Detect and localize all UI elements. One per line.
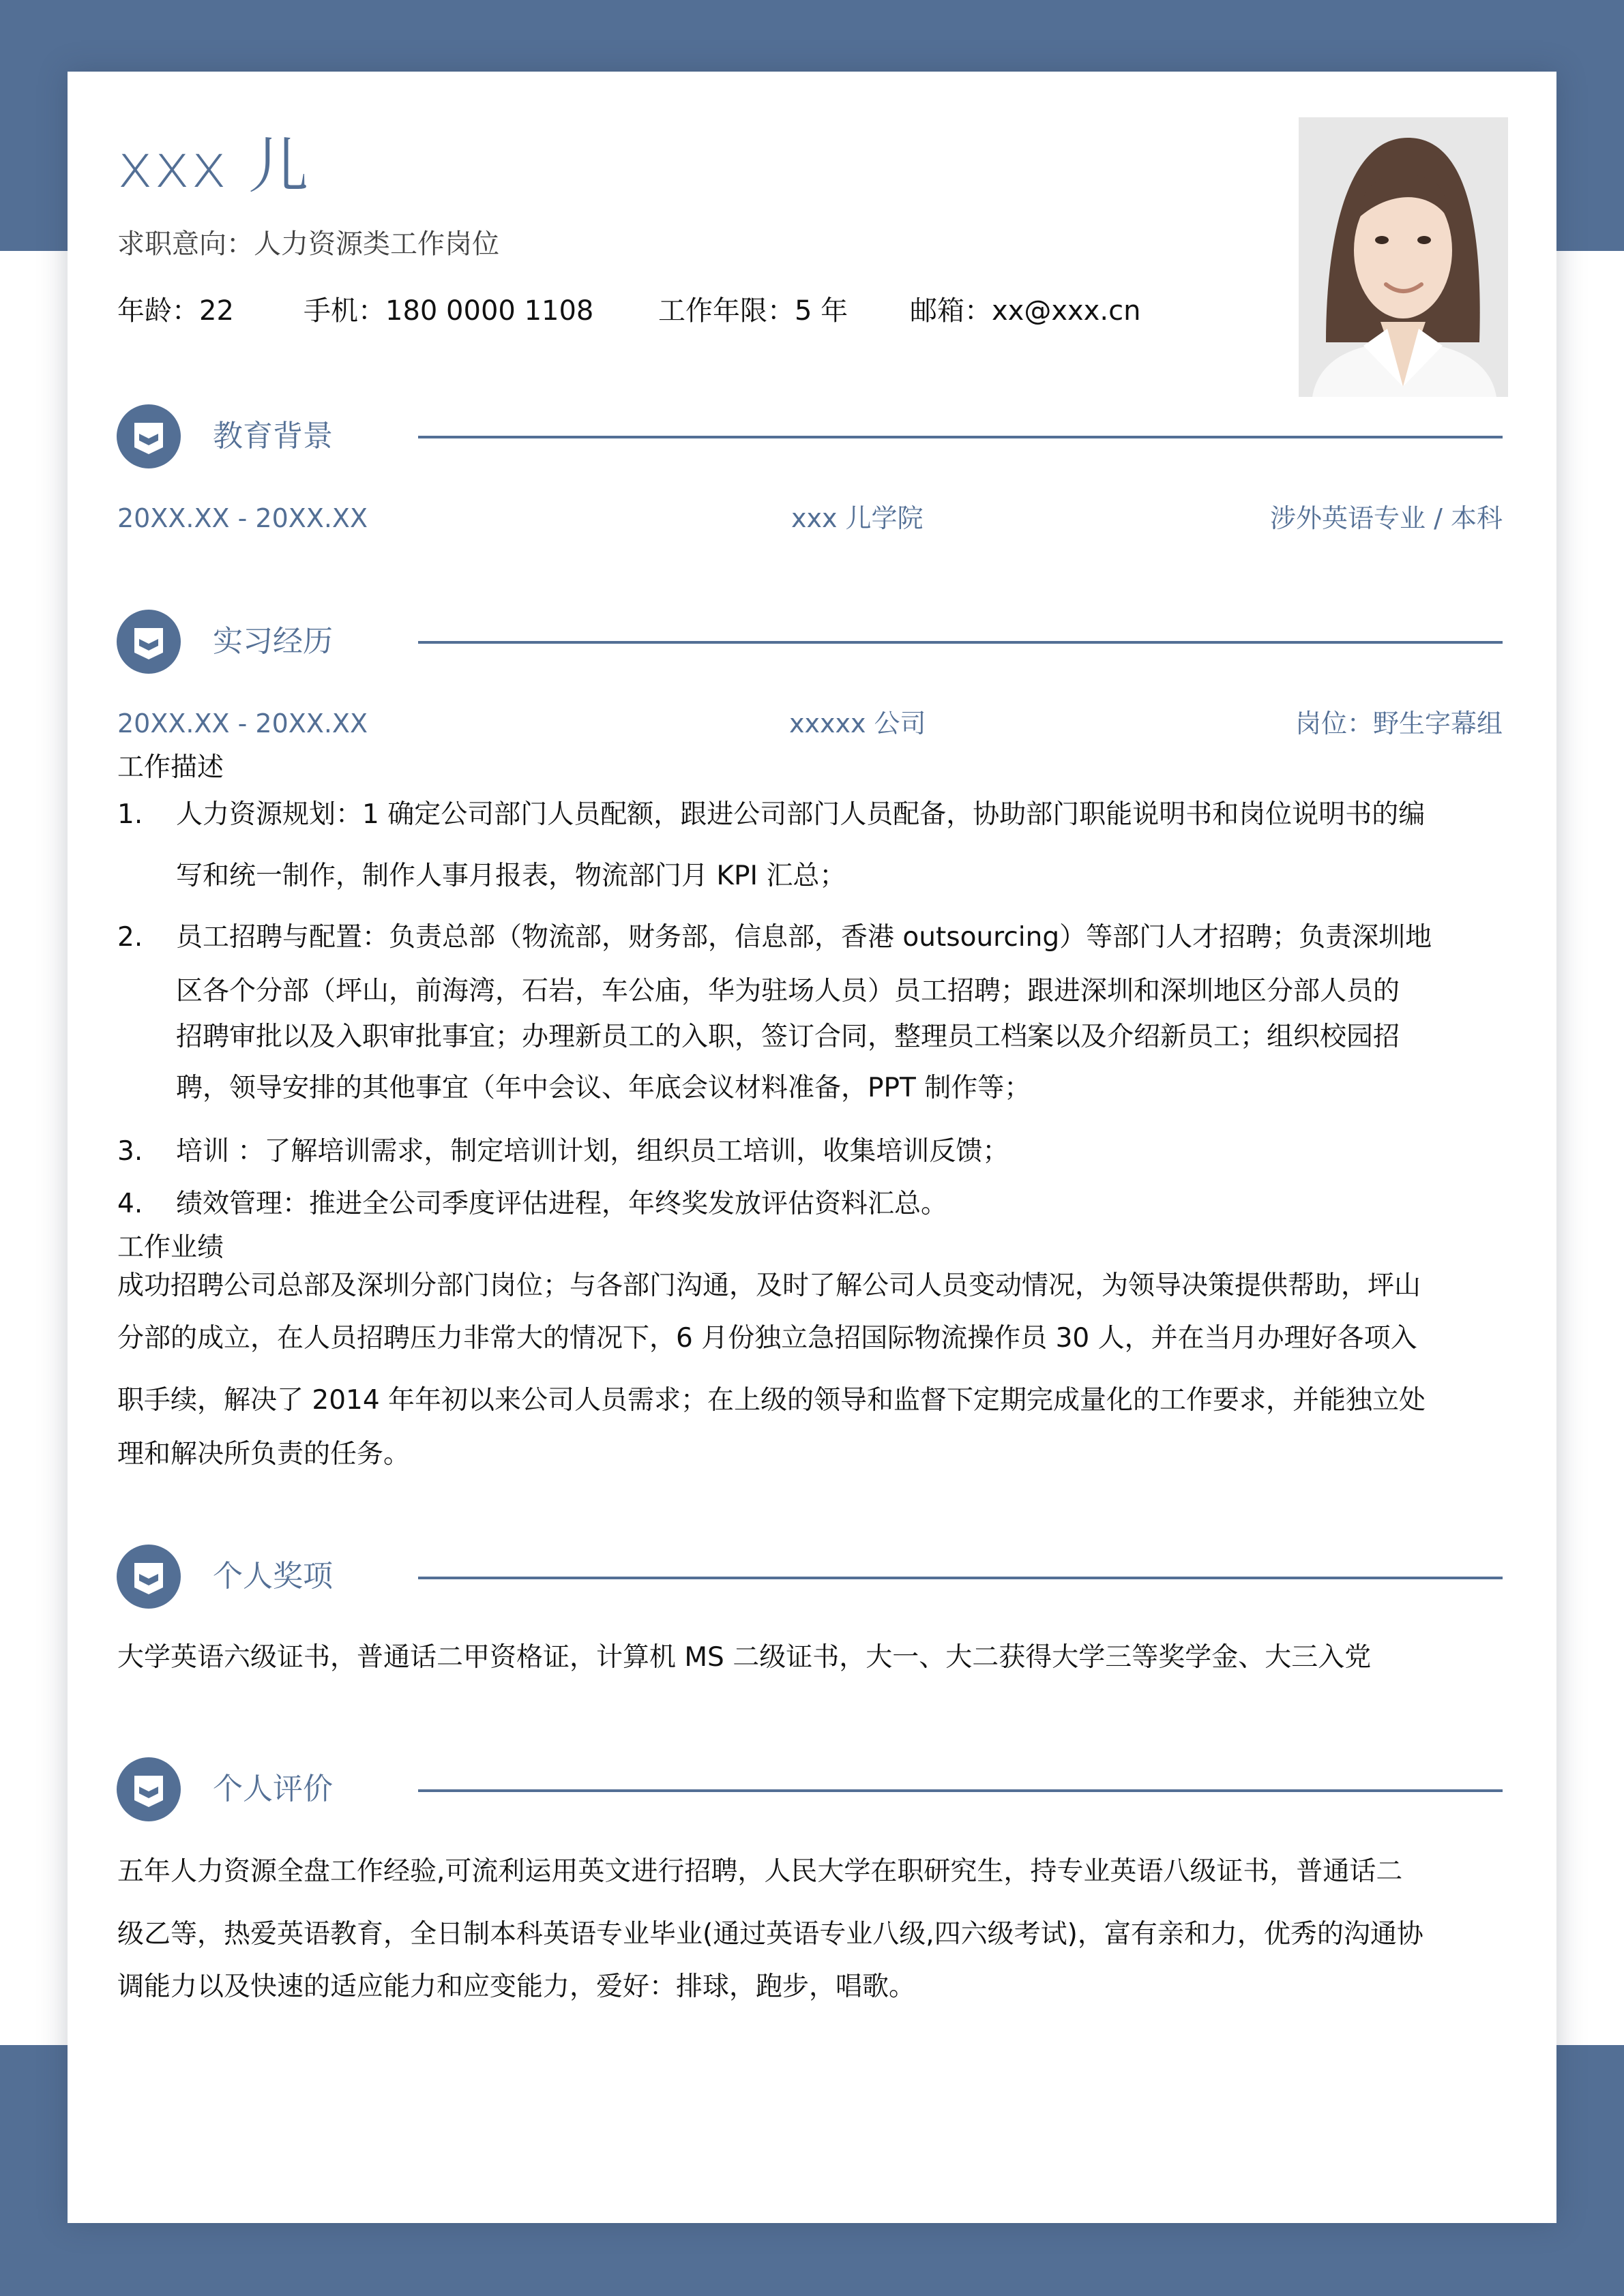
- list-number: 2.: [117, 922, 143, 953]
- shield-chevron-icon: [116, 1544, 181, 1609]
- achievement-heading: 工作业绩: [117, 1232, 224, 1263]
- list-item-line: 人力资源规划：1 确定公司部门人员配额，跟进公司部门人员配备，协助部门职能说明书和岗位说明书的编: [176, 799, 1426, 830]
- list-item-line: 员工招聘与配置：负责总部（物流部，财务部，信息部，香港 outsourcing）等部门人才招聘；负责深圳地: [176, 922, 1432, 953]
- list-item-line: 培训 ：了解培训需求，制定培训计划，组织员工培训，收集培训反馈；: [176, 1136, 1009, 1167]
- section-divider: [418, 1789, 1503, 1792]
- list-number: 3.: [117, 1136, 143, 1167]
- section-divider: [418, 641, 1503, 644]
- internship-date: 20XX.XX - 20XX.XX: [117, 709, 368, 739]
- section-divider: [418, 1577, 1503, 1579]
- list-number: 1.: [117, 799, 143, 830]
- info-phone: 手机：180 0000 1108: [304, 295, 594, 327]
- profile-photo: [1299, 117, 1508, 397]
- achievement-line: 理和解决所负责的任务。: [117, 1439, 411, 1470]
- shield-chevron-icon: [116, 609, 181, 674]
- shield-chevron-icon: [116, 1757, 181, 1822]
- section-title-education: 教育背景: [213, 419, 333, 453]
- section-divider: [418, 436, 1503, 438]
- achievement-line: 职手续，解决了 2014 年年初以来公司人员需求；在上级的领导和监督下定期完成量化的工作要求，并能独立处: [117, 1385, 1426, 1416]
- section-title-awards: 个人奖项: [213, 1559, 333, 1594]
- shield-chevron-icon: [116, 404, 181, 469]
- list-number: 4.: [117, 1189, 143, 1219]
- education-date: 20XX.XX - 20XX.XX: [117, 503, 368, 533]
- list-item-line: 招聘审批以及入职审批事宜；办理新员工的入职，签订合同，整理员工档案以及介绍新员工；组织校园招: [176, 1022, 1400, 1052]
- evaluation-line: 调能力以及快速的适应能力和应变能力，爱好：排球，跑步，唱歌。: [117, 1971, 916, 2002]
- work-description-heading: 工作描述: [117, 752, 224, 783]
- evaluation-line: 级乙等，热爱英语教育，全日制本科英语专业毕业(通过英语专业八级,四六级考试)，富有亲和力，优秀的沟通协: [117, 1919, 1423, 1950]
- info-age: 年龄：22: [117, 295, 234, 327]
- section-title-internship: 实习经历: [213, 624, 333, 659]
- portrait-illustration: [1299, 117, 1508, 397]
- achievement-line: 成功招聘公司总部及深圳分部门岗位；与各部门沟通，及时了解公司人员变动情况，为领导决策提供帮助，坪山: [117, 1270, 1421, 1301]
- internship-position: 岗位：野生字幕组: [1295, 709, 1503, 739]
- job-intent: 求职意向：人力资源类工作岗位: [117, 228, 499, 260]
- info-work-years: 工作年限：5 年: [658, 295, 848, 327]
- section-title-evaluation: 个人评价: [213, 1772, 333, 1806]
- internship-company: xxxxx 公司: [789, 709, 926, 739]
- education-school: xxx 儿学院: [791, 503, 924, 533]
- list-item-line: 绩效管理：推进全公司季度评估进程，年终奖发放评估资料汇总。: [176, 1189, 948, 1219]
- list-item-line: 写和统一制作，制作人事月报表，物流部门月 KPI 汇总；: [176, 861, 846, 891]
- list-item-line: 聘，领导安排的其他事宜（年中会议、年底会议材料准备，PPT 制作等；: [176, 1073, 1031, 1103]
- evaluation-line: 五年人力资源全盘工作经验,可流利运用英文进行招聘，人民大学在职研究生，持专业英语八级证书，普通话二: [117, 1856, 1403, 1887]
- education-major: 涉外英语专业 / 本科: [1270, 503, 1503, 533]
- info-email: 邮箱：xx@xxx.cn: [910, 295, 1141, 327]
- awards-text: 大学英语六级证书，普通话二甲资格证，计算机 MS 二级证书，大一、大二获得大学三等奖学金、大三入党: [117, 1642, 1372, 1673]
- list-item-line: 区各个分部（坪山，前海湾，石岩，车公庙，华为驻场人员）员工招聘；跟进深圳和深圳地区分部人员的: [176, 976, 1400, 1007]
- candidate-name: xxx 儿: [117, 131, 310, 201]
- achievement-line: 分部的成立，在人员招聘压力非常大的情况下，6 月份独立急招国际物流操作员 30 人，并在当月办理好各项入: [117, 1323, 1417, 1354]
